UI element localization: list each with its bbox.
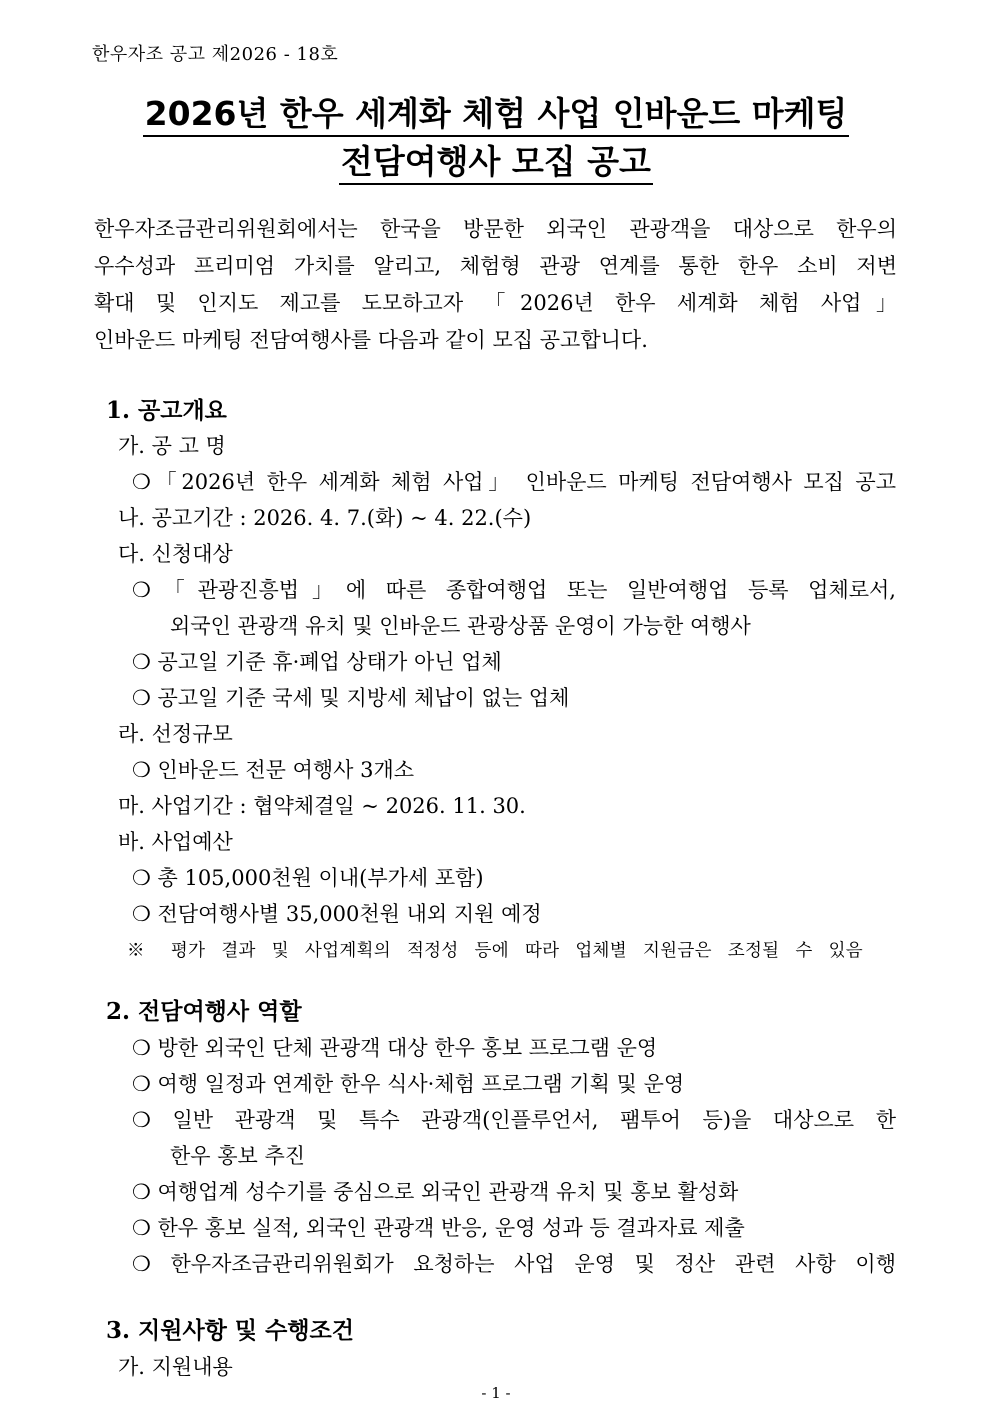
- page-title-line2: [0, 136, 992, 183]
- intro-line-1: 한우자조금관리위원회에서는 한국을 방문한 외국인 관광객을 대상으로 한우의: [94, 217, 897, 241]
- section2-item4: ❍ 여행업계 성수기를 중심으로 외국인 관광객 유치 및 홍보 활성화: [132, 1180, 739, 1204]
- section1-heading: 1. 공고개요: [106, 397, 227, 424]
- section1-c-item1-line1: ❍「관광진흥법」에 따른 종합여행업 또는 일반여행업 등록 업체로서,: [132, 578, 896, 602]
- section1-a-label: 가. 공 고 명: [118, 434, 226, 458]
- section1-f-note: ※ 평가 결과 및 사업계획의 적정성 등에 따라 업체별 지원금은 조정될 수 있음: [127, 941, 863, 961]
- notice-number: 한우자조 공고 제2026 - 18호: [92, 44, 339, 65]
- title-line2-text: 전담여행사 모집 공고: [339, 142, 653, 185]
- section2-item6: ❍ 한우자조금관리위원회가 요청하는 사업 운영 및 정산 관련 사항 이행: [132, 1252, 896, 1276]
- intro-line-4: 인바운드 마케팅 전담여행사를 다음과 같이 모집 공고합니다.: [94, 328, 648, 352]
- section1-b-label: 나. 공고기간 : 2026. 4. 7.(화) ~ 4. 22.(수): [118, 506, 532, 530]
- section2-item3-line1: ❍ 일반 관광객 및 특수 관광객(인플루언서, 팸투어 등)을 대상으로 한: [132, 1108, 896, 1132]
- section1-f-item1: ❍ 총 105,000천원 이내(부가세 포함): [132, 866, 484, 890]
- page-title-line1: [0, 88, 992, 135]
- section2-item3-line2: 한우 홍보 추진: [170, 1144, 306, 1168]
- section1-f-label: 바. 사업예산: [118, 830, 233, 854]
- section2-item5: ❍ 한우 홍보 실적, 외국인 관광객 반응, 운영 성과 등 결과자료 제출: [132, 1216, 745, 1240]
- section1-c-item1-line2: 외국인 관광객 유치 및 인바운드 관광상품 운영이 가능한 여행사: [170, 614, 751, 638]
- page-number: - 1 -: [481, 1384, 511, 1402]
- section2-item2: ❍ 여행 일정과 연계한 한우 식사·체험 프로그램 기획 및 운영: [132, 1072, 685, 1096]
- section3-a-label: 가. 지원내용: [118, 1355, 233, 1379]
- section1-c-label: 다. 신청대상: [118, 542, 233, 566]
- section1-c-item3: ❍ 공고일 기준 국세 및 지방세 체납이 없는 업체: [132, 686, 570, 710]
- section1-d-label: 라. 선정규모: [118, 722, 233, 746]
- section1-f-item2: ❍ 전담여행사별 35,000천원 내외 지원 예정: [132, 902, 542, 926]
- section1-e-label: 마. 사업기간 : 협약체결일 ~ 2026. 11. 30.: [118, 794, 526, 818]
- intro-line-3: 확대 및 인지도 제고를 도모하고자 「2026년 한우 세계화 체험 사업」: [94, 291, 897, 315]
- intro-line-2: 우수성과 프리미엄 가치를 알리고, 체험형 관광 연계를 통한 한우 소비 저변: [94, 254, 897, 278]
- section2-heading: 2. 전담여행사 역할: [106, 998, 302, 1025]
- title-line1-text: 2026년 한우 세계화 체험 사업 인바운드 마케팅: [143, 94, 850, 137]
- section2-item1: ❍ 방한 외국인 단체 관광객 대상 한우 홍보 프로그램 운영: [132, 1036, 658, 1060]
- section1-c-item2: ❍ 공고일 기준 휴·폐업 상태가 아닌 업체: [132, 650, 502, 674]
- section1-d-item: ❍ 인바운드 전문 여행사 3개소: [132, 758, 415, 782]
- section1-a-item: ❍「2026년 한우 세계화 체험 사업」 인바운드 마케팅 전담여행사 모집 공고: [132, 470, 896, 494]
- section3-heading: 3. 지원사항 및 수행조건: [106, 1317, 354, 1344]
